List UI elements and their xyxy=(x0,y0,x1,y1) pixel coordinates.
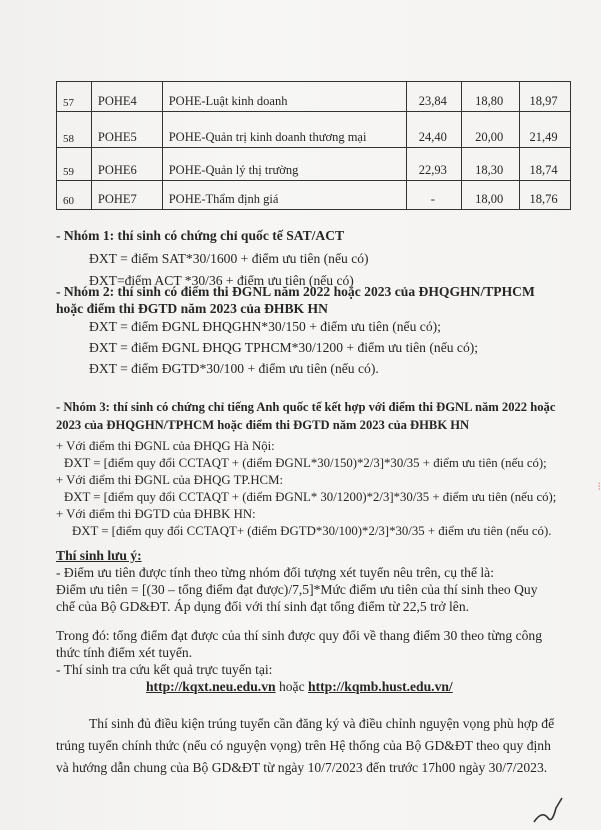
group3-sub-3: + Với điểm thi ĐGTD của ĐHBK HN: xyxy=(56,507,256,521)
score-col-3: 18,74 xyxy=(520,148,571,181)
group1-formula-act: ĐXT=điểm ACT *30/36 + điểm ưu tiên (nếu có) xyxy=(89,273,354,288)
score-col-1: 24,40 xyxy=(407,112,462,148)
group3-formula-1: ĐXT = [điểm quy đổi CCTAQT + (điểm ĐGNL*30/150)*2/3]*30/35 + điểm ưu tiên (nếu có); xyxy=(64,456,547,470)
score-col-3: 18,76 xyxy=(520,181,571,210)
notes-line-1: - Điểm ưu tiên được tính theo từng nhóm đối tượng xét tuyển nêu trên, cụ thể là: xyxy=(56,565,494,580)
group2-formula-2: ĐXT = điểm ĐGNL ĐHQG TPHCM*30/1200 + điểm ưu tiên (nếu có); xyxy=(89,340,479,355)
program-name: POHE-Quản lý thị trường xyxy=(162,148,407,181)
notes-line-2: Điểm ưu tiên = [(30 – tổng điểm đạt được)/7,5]*Mức điểm ưu tiên của thí sinh theo Quy xyxy=(56,582,538,597)
signature-mark xyxy=(530,788,570,828)
table-row xyxy=(57,148,571,181)
or-text: hoặc xyxy=(275,679,309,694)
row-number: 58 xyxy=(57,112,92,148)
group3-heading: - Nhóm 3: thí sinh có chứng chỉ tiếng Anh quốc tế kết hợp với điểm thi ĐGNL năm 2022 hoặc xyxy=(56,400,556,414)
score-col-3: 18,97 xyxy=(520,82,571,112)
notes-line-5: thức tính điểm xét tuyển. xyxy=(56,645,193,660)
row-number: 57 xyxy=(57,82,92,112)
program-name: POHE-Quản trị kinh doanh thương mại xyxy=(162,112,407,148)
row-number: 59 xyxy=(57,148,92,181)
group2-heading: - Nhóm 2: thí sinh có điểm thi ĐGNL năm 2022 hoặc 2023 của ĐHQGHN/TPHCM xyxy=(56,284,535,299)
group3-sub-2: + Với điểm thi ĐGNL của ĐHQG TP.HCM: xyxy=(56,473,284,487)
score-col-2: 20,00 xyxy=(462,112,520,148)
group3-heading-cont: 2023 của ĐHQGHN/TPHCM hoặc điểm thi ĐGTD năm 2023 của ĐHBK HN xyxy=(56,418,470,432)
score-col-2: 18,80 xyxy=(462,82,520,112)
notes-line-3: chế của Bộ GD&ĐT. Áp dụng đối với thí sinh đạt tổng điểm từ 22,5 trở lên. xyxy=(56,599,470,614)
score-col-2: 18,00 xyxy=(462,181,520,210)
notes-heading: Thí sinh lưu ý: xyxy=(56,548,142,563)
program-name: POHE-Thẩm định giá xyxy=(162,181,407,210)
red-margin-mark: ⁝ xyxy=(597,481,601,493)
links-line xyxy=(146,679,453,695)
score-col-1: - xyxy=(407,181,462,210)
score-col-3: 21,49 xyxy=(520,112,571,148)
group3-formula-2: ĐXT = [điểm quy đổi CCTAQT + (điểm ĐGNL* 30/1200)*2/3]*30/35 + điểm ưu tiên (nếu có); xyxy=(64,490,557,504)
closing-line-2: trúng tuyển chính thức (nếu có nguyện vọng) trên Hệ thống của Bộ GD&ĐT theo quy định xyxy=(56,738,551,753)
closing-line-3: và hướng dẫn chung của Bộ GD&ĐT từ ngày 10/7/2023 đến trước 17h00 ngày 30/7/2023. xyxy=(56,760,548,775)
link-neu[interactable]: http://kqxt.neu.edu.vn xyxy=(146,679,276,694)
group3-formula-3: ĐXT = [điểm quy đổi CCTAQT+ (điểm ĐGTD*30/100)*2/3]*30/35 + điểm ưu tiên (nếu có). xyxy=(72,524,552,538)
program-name: POHE-Luật kinh doanh xyxy=(162,82,407,112)
program-code: POHE7 xyxy=(91,181,162,210)
table-row xyxy=(57,181,571,210)
score-col-2: 18,30 xyxy=(462,148,520,181)
group2-heading-cont: hoặc điểm thi ĐGTD năm 2023 của ĐHBK HN xyxy=(56,301,328,316)
program-code: POHE6 xyxy=(91,148,162,181)
group3-sub-1: + Với điểm thi ĐGNL của ĐHQG Hà Nội: xyxy=(56,439,275,453)
score-table xyxy=(56,81,571,210)
row-number: 60 xyxy=(57,181,92,210)
group1-heading: - Nhóm 1: thí sinh có chứng chỉ quốc tế SAT/ACT xyxy=(56,228,345,243)
notes-line-6: - Thí sinh tra cứu kết quả trực tuyến tại: xyxy=(56,662,273,677)
link-hust[interactable]: http://kqmb.hust.edu.vn/ xyxy=(308,679,453,694)
group1-formula-sat: ĐXT = điểm SAT*30/1600 + điểm ưu tiên (nếu có) xyxy=(89,251,369,266)
group2-formula-3: ĐXT = điểm ĐGTD*30/100 + điểm ưu tiên (nếu có). xyxy=(89,361,379,376)
table-row xyxy=(57,112,571,148)
score-col-1: 23,84 xyxy=(407,82,462,112)
table-row xyxy=(57,82,571,112)
notes-line-4: Trong đó: tổng điểm đạt được của thí sinh được quy đổi về thang điểm 30 theo từng công xyxy=(56,628,543,643)
closing-line-1: Thí sinh đủ điều kiện trúng tuyển cần đăng ký và điều chỉnh nguyện vọng phù hợp để xyxy=(89,716,555,731)
program-code: POHE5 xyxy=(91,112,162,148)
group2-formula-1: ĐXT = điểm ĐGNL ĐHQGHN*30/150 + điểm ưu tiên (nếu có); xyxy=(89,319,441,334)
score-col-1: 22,93 xyxy=(407,148,462,181)
program-code: POHE4 xyxy=(91,82,162,112)
